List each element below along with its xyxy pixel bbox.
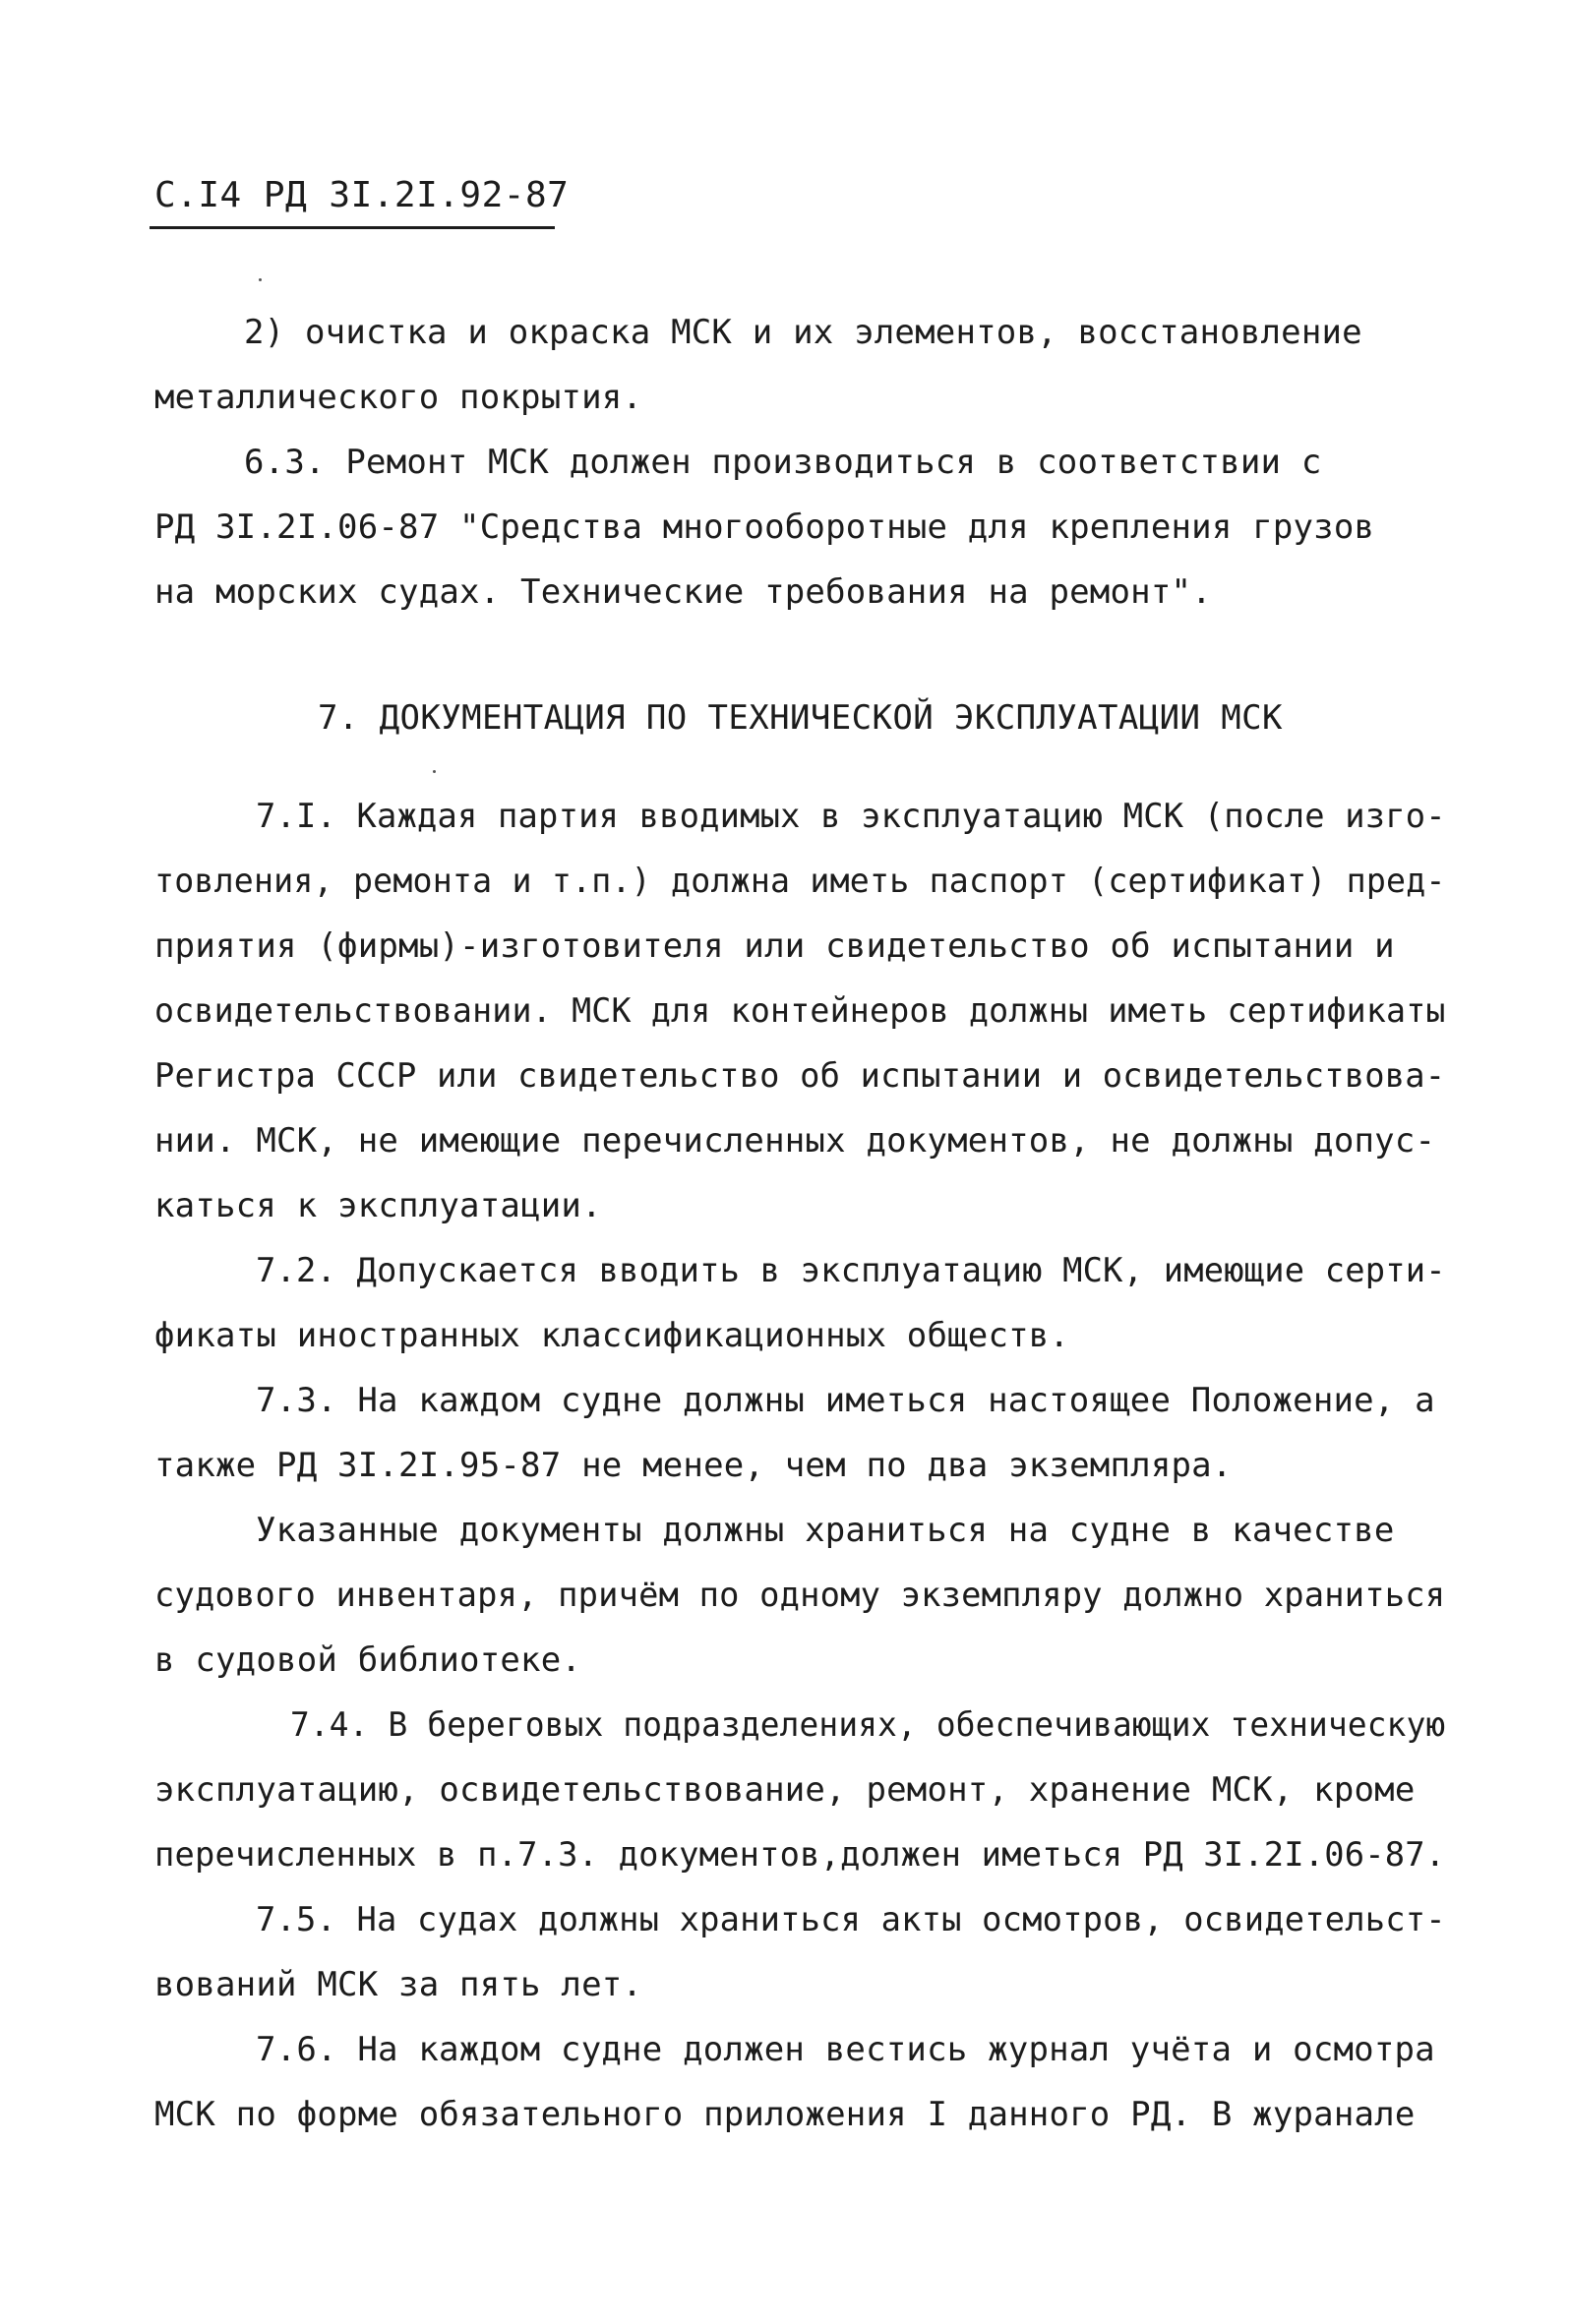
body-line: металлического покрытия. [154,378,643,417]
body-line: 7.3. На каждом судне должны иметься настоящее Положение, а [256,1381,1435,1420]
body-line: освидетельствовании. МСК для контейнеров должны иметь сертификаты [154,991,1446,1031]
scan-speck [259,278,262,281]
body-line: в судовой библиотеке. [154,1640,582,1680]
body-line: приятия (фирмы)-изготовителя или свидетельство об испытании и [154,926,1395,966]
body-line: Регистра СССР или свидетельство об испытании и освидетельствова- [154,1056,1446,1096]
scan-speck [433,770,436,773]
body-line: нии. МСК, не имеющие перечисленных документов, не должны допус- [154,1121,1436,1161]
section-heading: 7. ДОКУМЕНТАЦИЯ ПО ТЕХНИЧЕСКОЙ ЭКСПЛУАТАЦИИ МСК [318,698,1283,738]
body-line: фикаты иностранных классификационных обществ. [154,1316,1070,1355]
body-line: Указанные документы должны храниться на судне в качестве [256,1511,1395,1550]
body-line: 7.4. В береговых подразделениях, обеспечивающих техническую [290,1705,1446,1745]
body-line: 7.5. На судах должны храниться акты осмотров, освидетельст- [256,1900,1446,1939]
body-line: вований МСК за пять лет. [154,1965,643,2004]
body-line: судового инвентаря, причём по одному экземпляру должно храниться [154,1576,1446,1615]
header-underline [150,226,555,229]
body-line: 2) очистка и окраска МСК и их элементов, восстановление [244,313,1362,352]
body-line: перечисленных в п.7.3. документов,должен иметься РД 3I.2I.06-87. [154,1835,1446,1875]
body-line: 7.6. На каждом судне должен вестись журнал учёта и осмотра [256,2030,1435,2069]
body-line: МСК по форме обязательного приложения I данного РД. В журанале [154,2095,1416,2134]
body-line: каться к эксплуатации. [154,1186,602,1225]
body-line: эксплуатацию, освидетельствование, ремонт, хранение МСК, кроме [154,1770,1416,1810]
body-line: на морских судах. Технические требования на ремонт". [154,572,1212,612]
page-header-reference: С.I4 РД 3I.2I.92-87 [154,175,570,215]
body-line: также РД 3I.2I.95-87 не менее, чем по два экземпляра. [154,1446,1233,1485]
body-line: товления, ремонта и т.п.) должна иметь паспорт (сертификат) пред- [154,862,1446,901]
body-line: 7.I. Каждая партия вводимых в эксплуатацию МСК (после изго- [256,797,1446,836]
body-line: 7.2. Допускается вводить в эксплуатацию МСК, имеющие серти- [256,1251,1446,1290]
body-line: РД 3I.2I.06-87 "Средства многооборотные для крепления грузов [154,507,1375,547]
body-line: 6.3. Ремонт МСК должен производиться в соответствии с [244,443,1322,482]
